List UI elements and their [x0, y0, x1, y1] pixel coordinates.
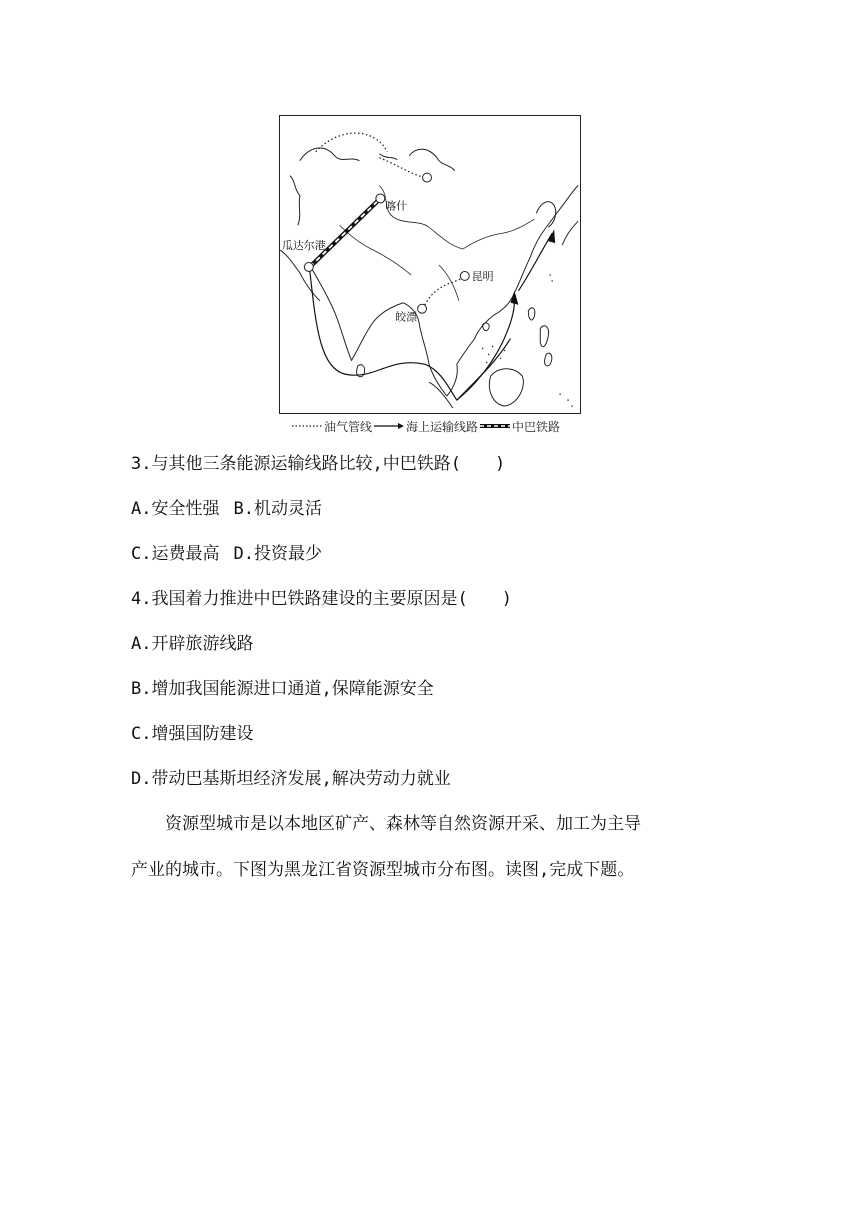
- q3-option-d: D.投资最少: [233, 544, 322, 564]
- legend-dotted-line-icon: [292, 421, 322, 431]
- q4-option-a: A.开辟旅游线路: [131, 634, 254, 654]
- sea-route-arrowhead-2: [548, 229, 555, 243]
- legend-sea-route: [374, 418, 478, 435]
- legend-sea-route-label: 海上运输线路: [406, 419, 479, 434]
- q3-option-a: A.安全性强: [131, 499, 220, 519]
- map-figure: [279, 115, 581, 414]
- city-marker-north: [423, 173, 432, 182]
- q3-option-c: C.运费最高: [131, 544, 220, 564]
- city-marker-kunming: [460, 271, 469, 280]
- city-marker-kyaukphyu: [418, 304, 427, 313]
- q3-stem: 3.与其他三条能源运输线路比较,中巴铁路( ): [131, 454, 506, 474]
- label-gwadar: 瓜达尔港: [281, 239, 326, 253]
- island-dots: [482, 274, 573, 407]
- q4-option-c: C.增强国防建设: [131, 724, 254, 744]
- legend-pipeline: [292, 418, 372, 435]
- passage-line-2: 产业的城市。下图为黑龙江省资源型城市分布图。读图,完成下题。: [131, 860, 635, 880]
- q3-options-row-1: [131, 497, 322, 521]
- label-kashgar: 喀什: [385, 199, 408, 213]
- sea-route-lower: [310, 271, 515, 400]
- q4-option-d: D.带动巴基斯坦经济发展,解决劳动力就业: [131, 769, 451, 789]
- label-kyaukphyu: 皎漂: [395, 310, 418, 324]
- q3-options-row-2: [131, 542, 322, 566]
- passage-line-1: 资源型城市是以本地区矿产、森林等自然资源开采、加工为主导: [165, 814, 641, 834]
- q4-option-b: B.增加我国能源进口通道,保障能源安全: [131, 679, 434, 699]
- legend-arrow-line-icon: [374, 421, 404, 431]
- coastlines: [280, 148, 578, 408]
- legend-pipeline-label: 油气管线: [324, 419, 373, 434]
- legend-railway-line-icon: [480, 421, 510, 431]
- map-legend: [292, 417, 562, 435]
- q3-option-b: B.机动灵活: [233, 499, 322, 519]
- label-kunming: 昆明: [471, 269, 494, 283]
- city-marker-gwadar: [304, 263, 313, 272]
- sea-route-to-north: [518, 233, 552, 291]
- q4-stem: 4.我国着力推进中巴铁路建设的主要原因是( ): [131, 589, 512, 609]
- legend-railway: [480, 418, 560, 435]
- pipeline-myanmar: [423, 277, 465, 309]
- pipeline-central-asia: [379, 158, 425, 178]
- legend-railway-label: 中巴铁路: [512, 419, 561, 434]
- city-marker-kashgar: [376, 194, 385, 203]
- asia-energy-routes-map: [280, 116, 580, 413]
